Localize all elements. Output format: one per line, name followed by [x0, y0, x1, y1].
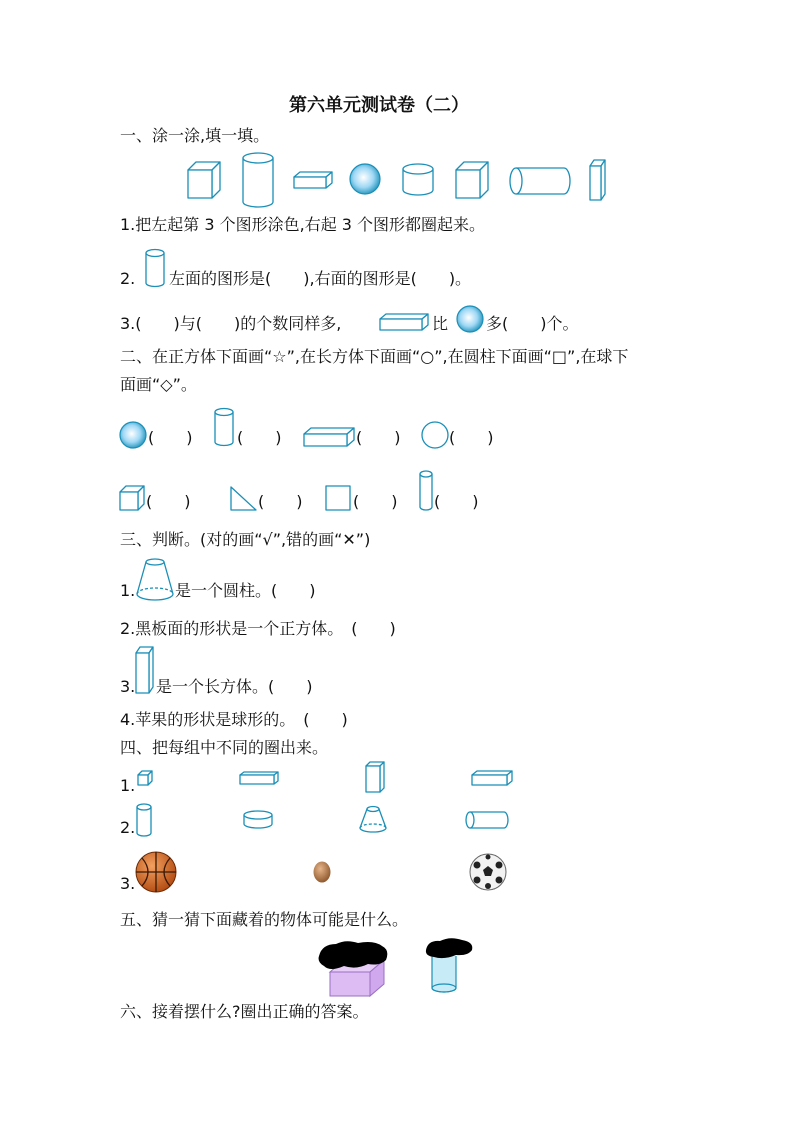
- triangle-icon: [228, 484, 258, 512]
- cylinder-icon: [134, 802, 154, 838]
- tall-cuboid-icon: [364, 760, 386, 794]
- s2-blank-3: ( ): [356, 428, 401, 447]
- s1-q3-b: 比: [432, 314, 449, 333]
- circle-icon: [420, 420, 450, 450]
- cuboid-icon: [378, 312, 430, 332]
- s1-q2-number: 2.: [120, 269, 136, 288]
- frustum-icon: [358, 804, 388, 834]
- cylinder-icon: [212, 406, 236, 448]
- square-icon: [324, 484, 352, 512]
- section-5-heading: 五、猜一猜下面藏着的物体可能是什么。: [120, 910, 409, 929]
- s4-row1-number: 1.: [120, 776, 136, 795]
- egg-icon: [312, 860, 332, 884]
- s2-blank-7: ( ): [353, 492, 398, 511]
- frustum-icon: [134, 556, 176, 602]
- cuboid-icon: [302, 426, 356, 448]
- s2-blank-5: ( ): [146, 492, 191, 511]
- section-6-heading: 六、接着摆什么?圈出正确的答案。: [120, 1002, 369, 1021]
- s1-q3-a: 3.( )与( )的个数同样多,: [120, 314, 342, 333]
- section-2-heading-line1: 二、在正方体下面画“☆”,在长方体下面画“○”,在圆柱下面画“□”,在球下: [120, 347, 629, 366]
- cuboid-icon: [470, 769, 514, 787]
- s2-blank-6: ( ): [258, 492, 303, 511]
- s4-row2-number: 2.: [120, 818, 136, 837]
- horizontal-cylinder-icon: [464, 810, 510, 830]
- s2-blank-8: ( ): [434, 492, 479, 511]
- sphere-icon: [348, 162, 382, 196]
- s3-q2: 2.黑板面的形状是一个正方体。 ( ): [120, 619, 396, 638]
- hidden-box-icon: [316, 938, 392, 998]
- s1-q2-text: 左面的图形是( ),右面的图形是( )。: [169, 269, 472, 288]
- short-cylinder-icon: [242, 810, 274, 830]
- sphere-icon: [455, 304, 485, 334]
- s3-q1-text: 是一个圆柱。( ): [175, 581, 316, 600]
- cube-icon: [118, 484, 146, 512]
- cube-icon: [186, 160, 222, 200]
- sphere-icon: [118, 420, 148, 450]
- cube-icon: [454, 160, 490, 200]
- s2-blank-2: ( ): [237, 428, 282, 447]
- cylinder-icon: [400, 162, 436, 198]
- tall-cuboid-icon: [134, 645, 156, 695]
- s3-q1-number: 1.: [120, 581, 136, 600]
- tall-cylinder-icon: [417, 469, 435, 513]
- soccer-ball-icon: [468, 852, 508, 892]
- page-title: 第六单元测试卷（二）: [289, 95, 469, 116]
- s3-q3-number: 3.: [120, 677, 136, 696]
- s3-q3-text: 是一个长方体。( ): [156, 677, 313, 696]
- cylinder-icon: [143, 247, 167, 289]
- cuboid-icon: [238, 770, 280, 786]
- s4-row3-number: 3.: [120, 874, 136, 893]
- basketball-icon: [134, 850, 178, 894]
- section-1-heading: 一、涂一涂,填一填。: [120, 126, 270, 145]
- s1-q3-c: 多( )个。: [486, 314, 579, 333]
- hidden-cylinder-icon: [424, 936, 476, 996]
- s3-q4: 4.苹果的形状是球形的。 ( ): [120, 710, 348, 729]
- s2-blank-4: ( ): [449, 428, 494, 447]
- section-3-heading: 三、判断。(对的画“√”,错的画“✕”): [120, 530, 371, 549]
- s2-blank-1: ( ): [148, 428, 193, 447]
- cylinder-icon: [240, 150, 276, 210]
- horizontal-cylinder-icon: [508, 166, 572, 196]
- section-4-heading: 四、把每组中不同的圈出来。: [120, 738, 329, 757]
- cube-icon: [136, 769, 154, 787]
- s1-q1: 1.把左起第 3 个图形涂色,右起 3 个图形都圈起来。: [120, 215, 486, 234]
- tall-cuboid-icon: [588, 158, 608, 202]
- cuboid-icon: [292, 170, 334, 190]
- section-2-heading-line2: 面画“◇”。: [120, 375, 197, 394]
